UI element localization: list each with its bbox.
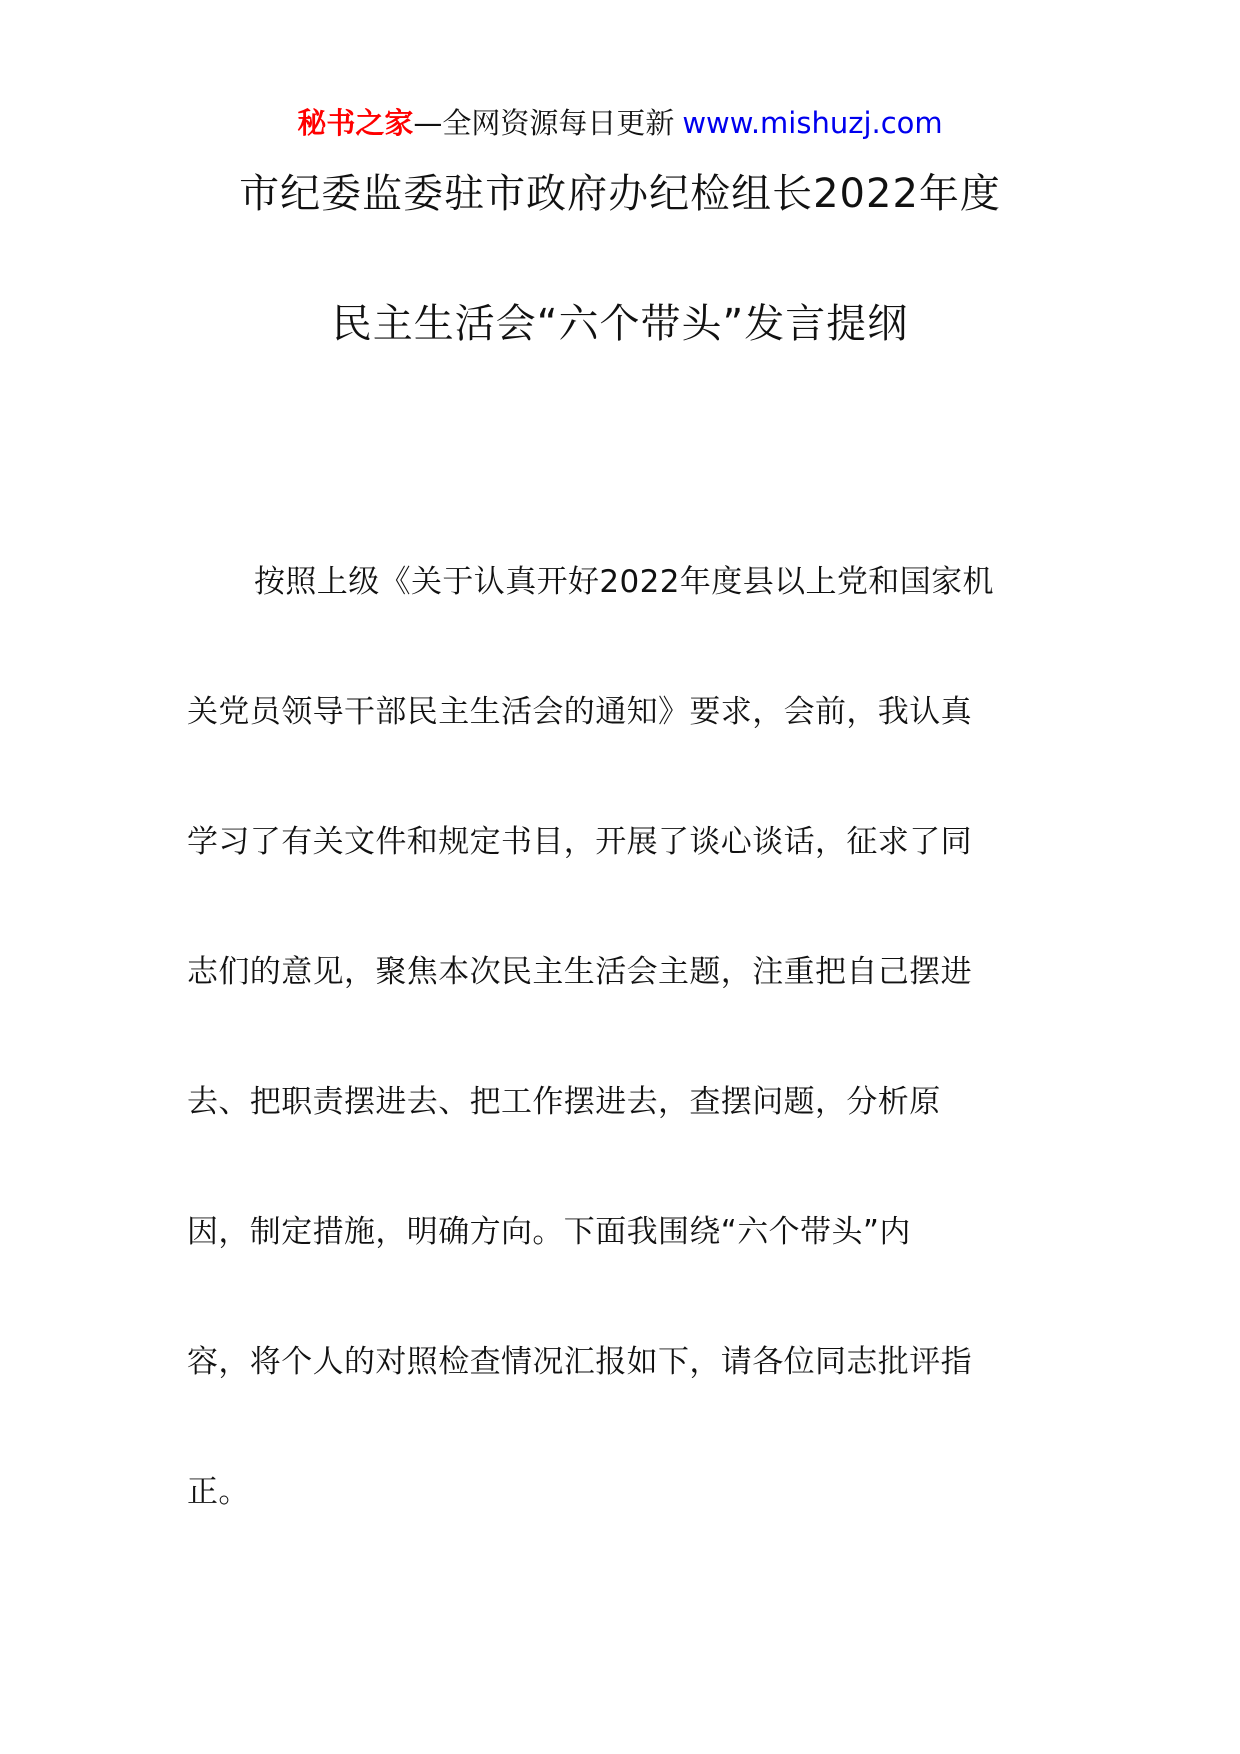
- document-title-line-1: 市纪委监委驻市政府办纪检组长2022年度: [239, 171, 1001, 217]
- site-slogan: —全网资源每日更新: [413, 106, 675, 140]
- body-paragraph-line: 去、把职责摆进去、把工作摆进去，查摆问题，分析原: [187, 1084, 941, 1120]
- document-title-line-2: 民主生活会“六个带头”发言提纲: [331, 301, 909, 347]
- body-paragraph-line: 正。: [187, 1474, 250, 1510]
- body-paragraph-line: 因，制定措施，明确方向。下面我围绕“六个带头”内: [187, 1214, 911, 1250]
- body-paragraph-line: 学习了有关文件和规定书目，开展了谈心谈话，征求了同: [187, 824, 972, 860]
- site-name: 秘书之家: [297, 106, 414, 140]
- body-paragraph-line: 志们的意见，聚焦本次民主生活会主题，注重把自己摆进: [187, 954, 972, 990]
- body-paragraph-line: 按照上级《关于认真开好2022年度县以上党和国家机: [254, 564, 994, 600]
- site-header: [0, 103, 1240, 143]
- body-paragraph-line: 容，将个人的对照检查情况汇报如下，请各位同志批评指: [187, 1344, 972, 1380]
- body-paragraph-line: 关党员领导干部民主生活会的通知》要求，会前，我认真: [187, 694, 972, 730]
- site-url-link[interactable]: www.mishuzj.com: [682, 106, 943, 140]
